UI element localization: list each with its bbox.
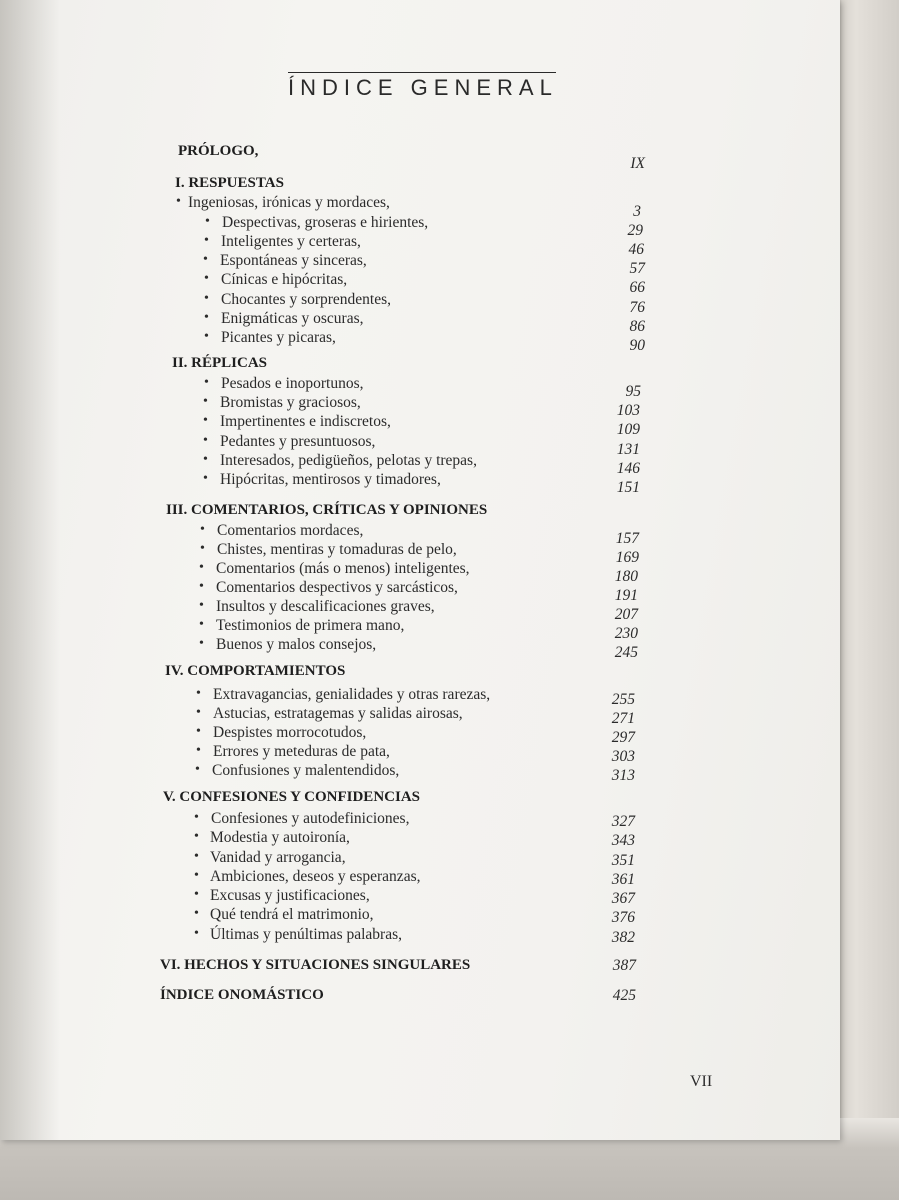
toc-entry-label: Últimas y penúltimas palabras, [210,926,402,943]
toc-entry-label: Excusas y justificaciones, [210,887,370,904]
toc-page-number: 343 [611,832,635,849]
toc-entry-label: Comentarios mordaces, [217,522,364,539]
bullet-icon: • [196,705,201,720]
toc-section-heading [0,789,700,809]
toc-page-number: 367 [611,890,635,907]
toc-page-number: 382 [611,929,635,946]
toc-page-number: 3 [633,203,641,220]
toc-entry [0,705,700,725]
toc-entry [0,810,700,830]
toc-entry [0,452,700,477]
toc-entry [0,375,700,400]
toc-entry-label: VI. HECHOS Y SITUACIONES SINGULARES [160,957,471,973]
toc-page-number: 157 [615,530,639,547]
toc-entry [0,271,700,296]
toc-entry [0,868,700,888]
toc-entry-label: Inteligentes y certeras, [221,233,361,250]
bullet-icon: • [205,214,210,229]
toc-page-number: 230 [614,625,638,642]
bullet-icon: • [203,433,208,448]
toc-entry [0,541,700,566]
toc-entry-label: Interesados, pedigüeños, pelotas y trepas, [220,452,477,469]
toc-page-number: 103 [616,402,640,419]
bullet-icon: • [195,762,200,777]
bullet-icon: • [196,724,201,739]
toc-entry [0,233,700,258]
toc-page-number: 191 [614,587,638,604]
bullet-icon: • [203,471,208,486]
toc-entry-label: I. RESPUESTAS [175,175,284,191]
toc-entry-label: Ambiciones, deseos y esperanzas, [210,868,421,885]
toc-entry [0,579,700,604]
toc-page-number: 351 [611,852,635,869]
toc-entry-label: Bromistas y graciosos, [220,394,361,411]
toc-page-number: 146 [616,460,640,477]
toc-page-number: 169 [615,549,639,566]
toc-entry-label: Extravagancias, genialidades y otras rarezas, [213,686,491,703]
toc-page-number: 180 [614,568,638,585]
bullet-icon: • [204,329,209,344]
toc-entry [0,394,700,419]
bullet-icon: • [194,849,199,864]
toc-entry-label: IV. COMPORTAMIENTOS [165,663,346,679]
toc-page-number: 86 [629,318,645,335]
toc-page-number: 313 [611,767,635,784]
toc-entry-label: Confesiones y autodefiniciones, [211,810,410,827]
toc-section-heading [0,143,700,172]
toc-page-number: 361 [611,871,635,888]
toc-entry-label: II. RÉPLICAS [172,355,268,371]
bullet-icon: • [176,194,181,209]
toc-section-heading [0,987,700,1007]
toc-entry-label: Despectivas, groseras e hirientes, [222,214,429,231]
toc-section-heading [0,663,700,683]
toc-entry [0,560,700,585]
bullet-icon: • [199,617,204,632]
bullet-icon: • [204,291,209,306]
toc-page-number: 151 [616,479,640,496]
toc-entry [0,214,700,239]
toc-page-number: IX [630,155,645,172]
toc-entry [0,329,700,354]
toc-entry [0,194,700,220]
toc-entry-label: Picantes y picaras, [221,329,336,346]
toc-page-number: 66 [629,279,645,296]
bullet-icon: • [204,375,209,390]
bullet-icon: • [203,413,208,428]
toc-entry-label: Despistes morrocotudos, [213,724,367,741]
toc-page-number: 327 [611,813,635,830]
toc-page-number: 271 [611,710,635,727]
bullet-icon: • [194,829,199,844]
toc-entry [0,686,700,706]
toc-section-heading [0,957,700,977]
toc-page-number: 245 [614,644,638,661]
toc-entry-label: Comentarios (más o menos) inteligentes, [216,560,470,577]
toc-page-number: 387 [612,957,636,974]
toc-entry [0,906,700,926]
bullet-icon: • [194,810,199,825]
toc-entry [0,471,700,496]
toc-entry-label: Modestia y autoironía, [210,829,350,846]
bullet-icon: • [203,452,208,467]
toc-entry [0,291,700,316]
bullet-icon: • [204,310,209,325]
toc-page-number: 76 [629,299,645,316]
toc-entry-label: Testimonios de primera mano, [216,617,405,634]
toc-entry-label: Cínicas e hipócritas, [221,271,348,288]
toc-page-number: 303 [611,748,635,765]
toc-section-heading [0,502,700,522]
toc-entry [0,310,700,335]
toc-entry-label: Astucias, estratagemas y salidas airosas, [213,705,463,722]
toc-section-heading [0,355,700,375]
bullet-icon: • [194,887,199,902]
toc-entry-label: Qué tendrá el matrimonio, [210,906,374,923]
page-title: ÍNDICE GENERAL [288,72,556,101]
toc-entry-label: Ingeniosas, irónicas y mordaces, [188,194,390,211]
toc-entry-label: Pedantes y presuntuosos, [220,433,376,450]
next-page-edge [836,0,899,1200]
toc-page-number: 131 [616,441,640,458]
toc-entry [0,433,700,458]
toc-entry-label: Impertinentes e indiscretos, [220,413,391,430]
bullet-icon: • [203,252,208,267]
bullet-icon: • [199,636,204,651]
toc-page-number: 57 [629,260,645,277]
toc-entry [0,598,700,623]
bullet-icon: • [196,686,201,701]
toc-entry-label: Espontáneas y sinceras, [220,252,367,269]
bullet-icon: • [203,394,208,409]
bullet-icon: • [194,906,199,921]
bullet-icon: • [199,579,204,594]
toc-entry-label: Confusiones y malentendidos, [212,762,400,779]
toc-section-heading [0,175,700,195]
toc-entry [0,887,700,907]
toc-entry-label: III. COMENTARIOS, CRÍTICAS Y OPINIONES [166,502,488,518]
toc-entry [0,829,700,849]
toc-entry-label: Insultos y descalificaciones graves, [216,598,435,615]
toc-entry [0,743,700,763]
bullet-icon: • [204,233,209,248]
toc-entry-label: Enigmáticas y oscuras, [221,310,364,327]
toc-entry-label: V. CONFESIONES Y CONFIDENCIAS [163,789,420,805]
toc-entry [0,849,700,869]
bullet-icon: • [196,743,201,758]
toc-entry [0,762,700,782]
toc-page-number: 207 [614,606,638,623]
toc-entry-label: Errores y meteduras de pata, [213,743,390,760]
bullet-icon: • [194,868,199,883]
bullet-icon: • [200,541,205,556]
toc-page-number: 425 [612,987,636,1004]
bullet-icon: • [200,522,205,537]
toc-entry-label: Comentarios despectivos y sarcásticos, [216,579,458,596]
toc-entry-label: Vanidad y arrogancia, [210,849,346,866]
bullet-icon: • [194,926,199,941]
toc-entry [0,522,700,547]
toc-entry-label: ÍNDICE ONOMÁSTICO [160,987,324,1003]
toc-entry-label: Hipócritas, mentirosos y timadores, [220,471,441,488]
toc-entry [0,724,700,744]
toc-page-number: 90 [629,337,645,354]
toc-entry [0,413,700,438]
toc-page-number: 46 [628,241,644,258]
toc-page-number: 297 [611,729,635,746]
toc-entry-label: Pesados e inoportunos, [221,375,364,392]
page-folio: VII [690,1073,713,1090]
toc-page-number: 109 [616,421,640,438]
toc-entry-label: Buenos y malos consejos, [216,636,377,653]
toc-page-number: 95 [625,383,641,400]
bullet-icon: • [199,560,204,575]
toc-page-number: 255 [611,691,635,708]
bullet-icon: • [199,598,204,613]
toc-entry-label: Chocantes y sorprendentes, [221,291,392,308]
toc-page-number: 376 [611,909,635,926]
toc-entry-label: PRÓLOGO, [178,143,259,159]
toc-page-number: 29 [627,222,643,239]
toc-entry [0,636,700,661]
toc-entry [0,617,700,642]
toc-entry-label: Chistes, mentiras y tomaduras de pelo, [217,541,457,558]
toc-entry [0,926,700,946]
toc-entry [0,252,700,277]
bullet-icon: • [204,271,209,286]
